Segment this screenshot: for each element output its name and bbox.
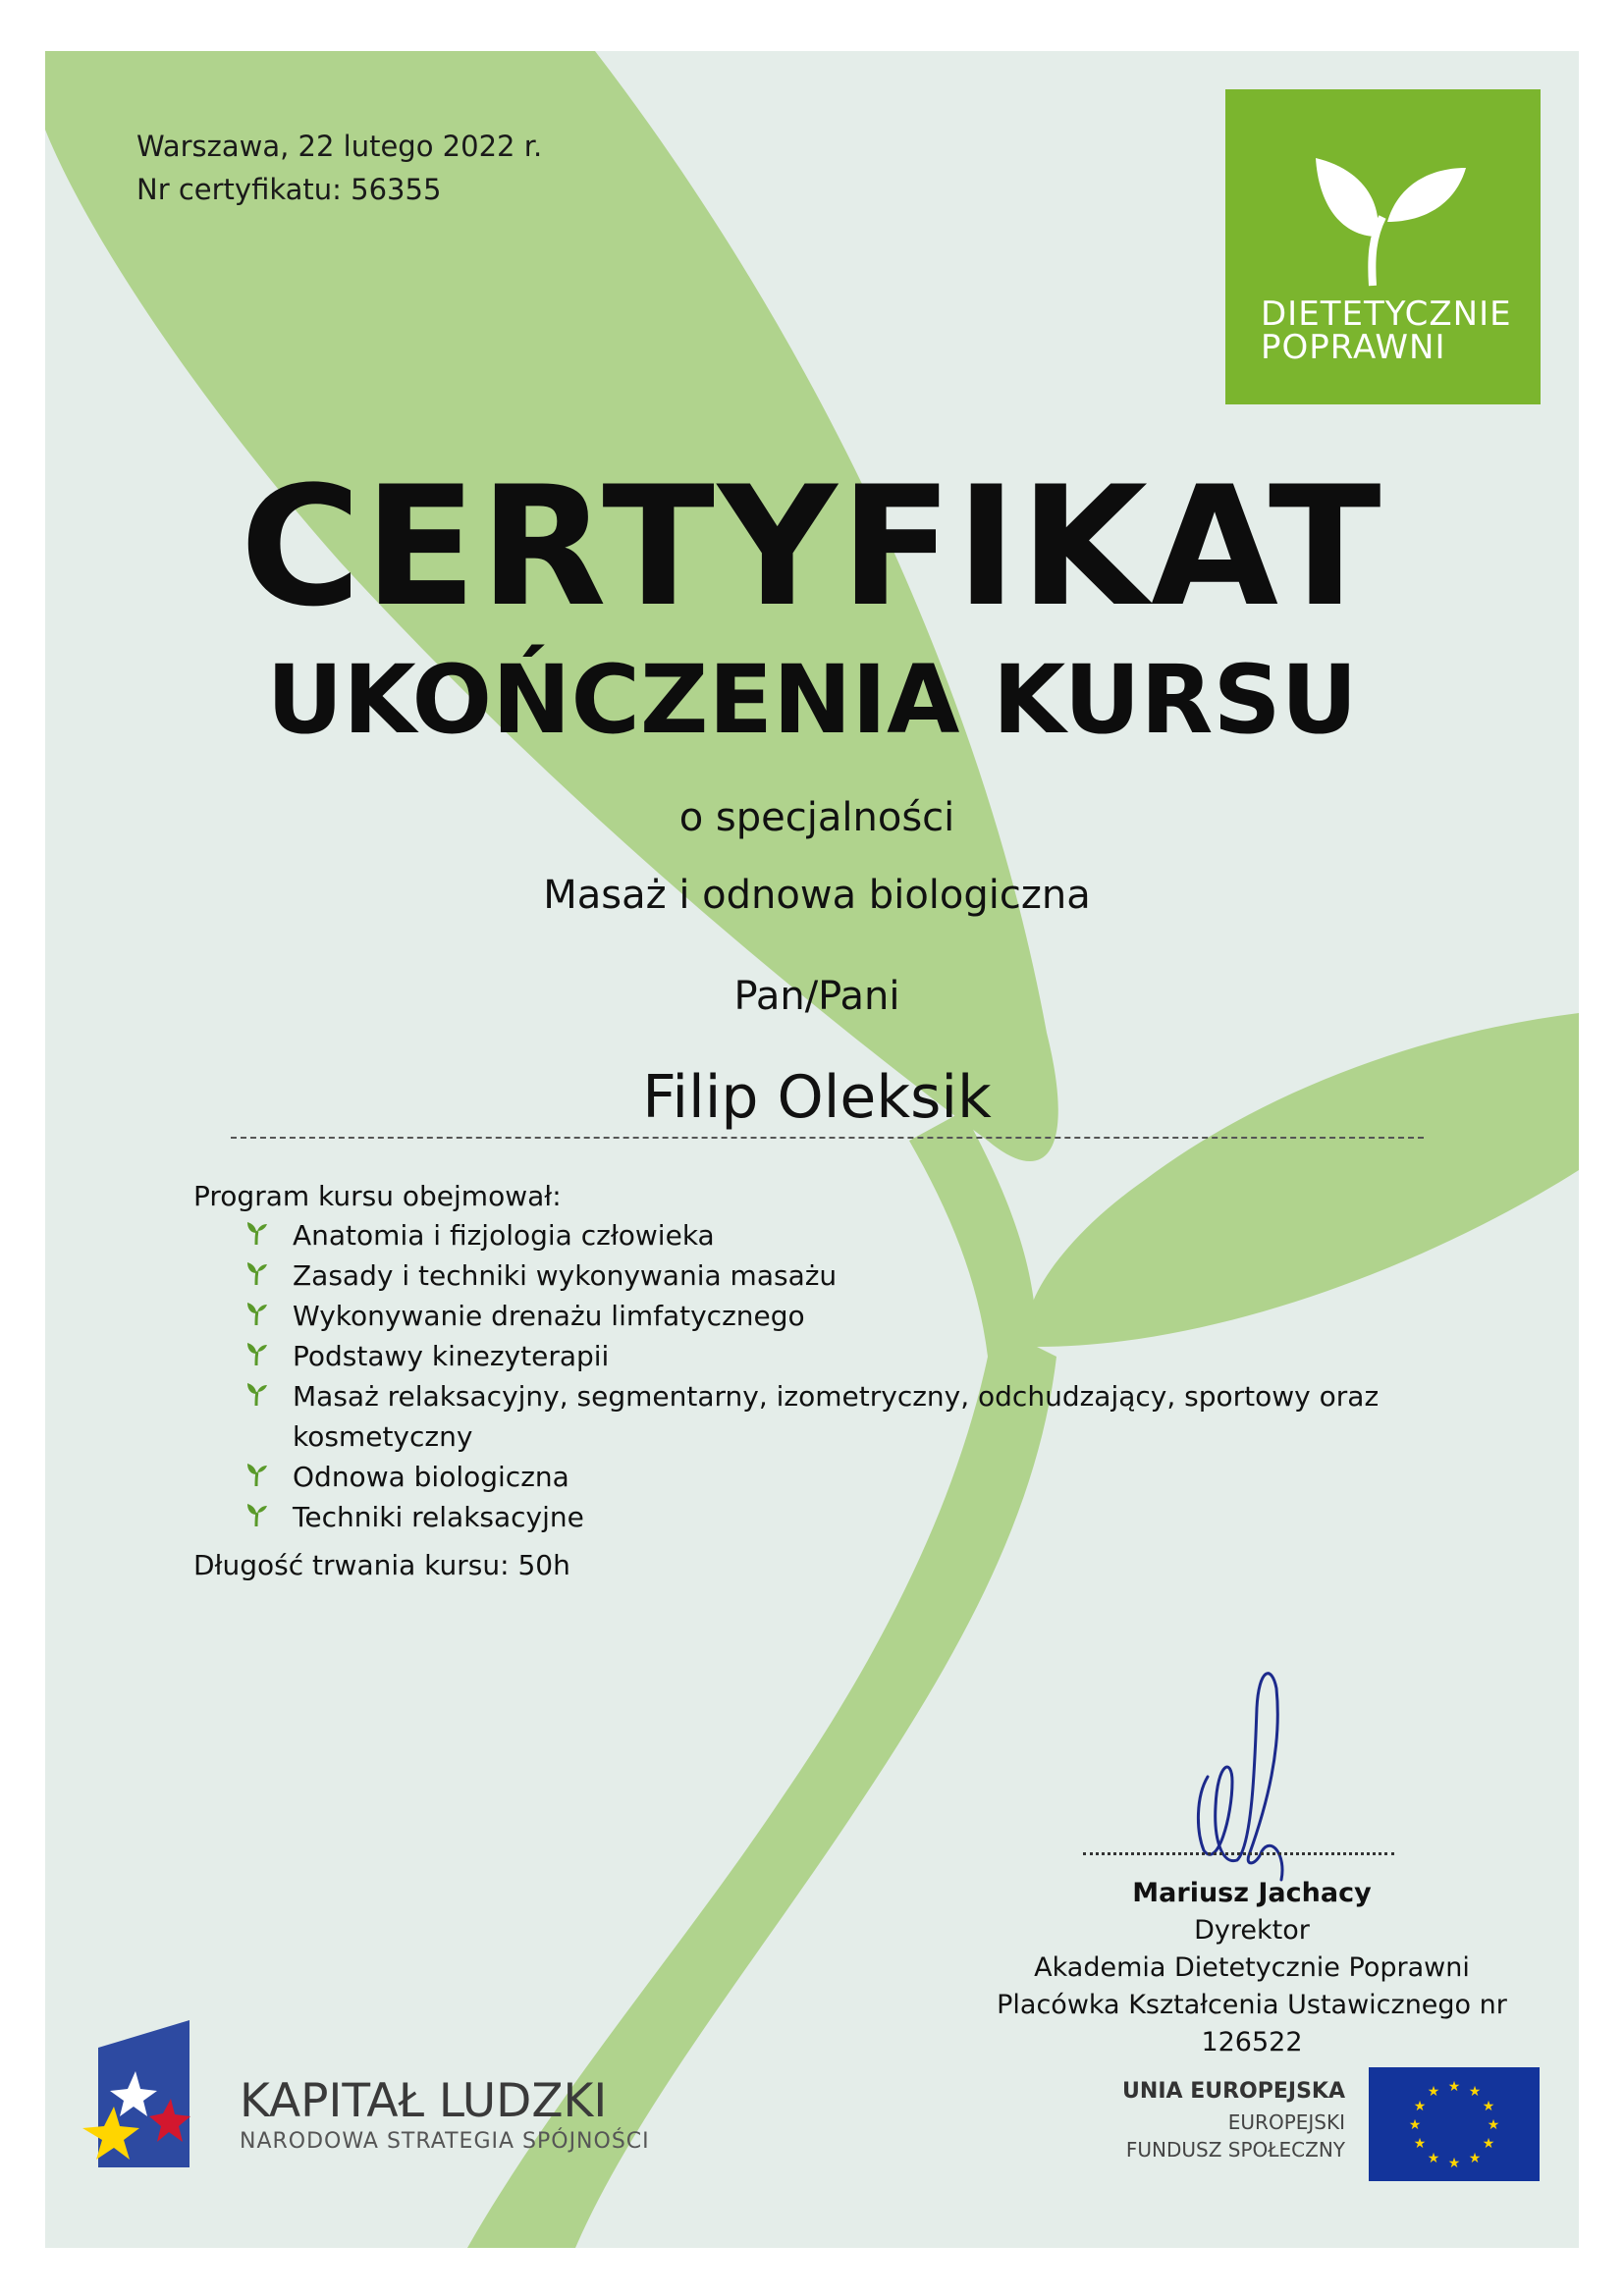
list-item-text: Techniki relaksacyjne <box>293 1501 584 1533</box>
list-item <box>245 1336 1394 1376</box>
program-list <box>245 1215 1394 1537</box>
specialty-intro: o specjalności <box>678 795 955 840</box>
svg-text:★: ★ <box>1447 2079 1461 2095</box>
list-item <box>245 1215 1394 1255</box>
signer-name: Mariusz Jachacy <box>1132 1878 1372 1908</box>
list-item <box>245 1376 1394 1457</box>
list-item-text: Odnowa biologiczna <box>293 1461 569 1493</box>
list-item <box>245 1296 1394 1336</box>
svg-text:★: ★ <box>1447 2156 1461 2171</box>
name-underline <box>231 1137 1424 1139</box>
certificate-title: CERTYFIKAT <box>240 451 1384 643</box>
svg-text:★: ★ <box>1482 2136 1495 2152</box>
recipient-name: Filip Oleksik <box>642 1063 992 1132</box>
signature-line <box>1083 1852 1394 1855</box>
signer-institution: Akademia Dietetycznie Poprawni <box>1034 1952 1470 1983</box>
certificate-number: Nr certyfikatu: 56355 <box>136 173 442 206</box>
kl-subtitle: NARODOWA STRATEGIA SPÓJNOŚCI <box>240 2129 650 2154</box>
eu-line3: FUNDUSZ SPOŁECZNY <box>1125 2138 1345 2162</box>
list-item <box>245 1497 1394 1537</box>
svg-text:★: ★ <box>1413 2136 1427 2152</box>
kl-title: KAPITAŁ LUDZKI <box>240 2074 608 2128</box>
signer-facility: Placówka Kształcenia Ustawicznego nr 126522 <box>997 1990 1507 2057</box>
leaf-bullet-icon <box>245 1340 269 1367</box>
svg-text:★: ★ <box>1468 2151 1482 2166</box>
eu-line1: UNIA EUROPEJSKA <box>1122 2079 1345 2104</box>
list-item-text: Wykonywanie drenażu limfatycznego <box>293 1300 805 1332</box>
place-date: Warszawa, 22 lutego 2022 r. <box>136 130 543 163</box>
eu-flag-icon <box>1369 2067 1540 2181</box>
leaf-bullet-icon <box>245 1219 269 1247</box>
leaf-bullet-icon <box>245 1259 269 1287</box>
list-item-text: Zasady i techniki wykonywania masażu <box>293 1259 838 1292</box>
svg-text:★: ★ <box>1487 2117 1500 2133</box>
signature-image <box>1178 1659 1316 1885</box>
certificate-subtitle: UKOŃCZENIA KURSU <box>266 645 1358 755</box>
signer-role: Dyrektor <box>1194 1915 1310 1946</box>
svg-text:★: ★ <box>1413 2099 1427 2114</box>
svg-text:★: ★ <box>1408 2117 1422 2133</box>
list-item <box>245 1457 1394 1497</box>
logo-line2: POPRAWNI <box>1261 328 1446 367</box>
eu-line2: EUROPEJSKI <box>1227 2110 1345 2134</box>
kapital-ludzki-logo <box>77 2020 194 2179</box>
list-item-text: Masaż relaksacyjny, segmentarny, izometryczny, odchudzający, sportowy oraz kosmetyczny <box>293 1380 1380 1453</box>
program-heading: Program kursu obejmował: <box>193 1180 562 1212</box>
svg-text:★: ★ <box>1427 2084 1440 2100</box>
list-item <box>245 1255 1394 1296</box>
specialty-name: Masaż i odnowa biologiczna <box>543 873 1091 918</box>
eu-stars-icon <box>1369 2067 1540 2181</box>
recipient-salutation: Pan/Pani <box>733 974 900 1019</box>
leaf-bullet-icon <box>245 1461 269 1488</box>
leaf-bullet-icon <box>245 1501 269 1528</box>
leaf-bullet-icon <box>245 1300 269 1327</box>
course-duration: Długość trwania kursu: 50h <box>193 1549 570 1581</box>
list-item-text: Anatomia i fizjologia człowieka <box>293 1219 715 1252</box>
svg-text:★: ★ <box>1427 2151 1440 2166</box>
svg-text:★: ★ <box>1482 2099 1495 2114</box>
kapital-ludzki-text <box>240 2076 650 2157</box>
list-item-text: Podstawy kinezyterapii <box>293 1340 610 1372</box>
dietetycznie-poprawni-logo <box>1225 89 1541 404</box>
svg-text:★: ★ <box>1468 2084 1482 2100</box>
leaf-bullet-icon <box>245 1380 269 1408</box>
logo-line1: DIETETYCZNIE <box>1261 294 1512 334</box>
